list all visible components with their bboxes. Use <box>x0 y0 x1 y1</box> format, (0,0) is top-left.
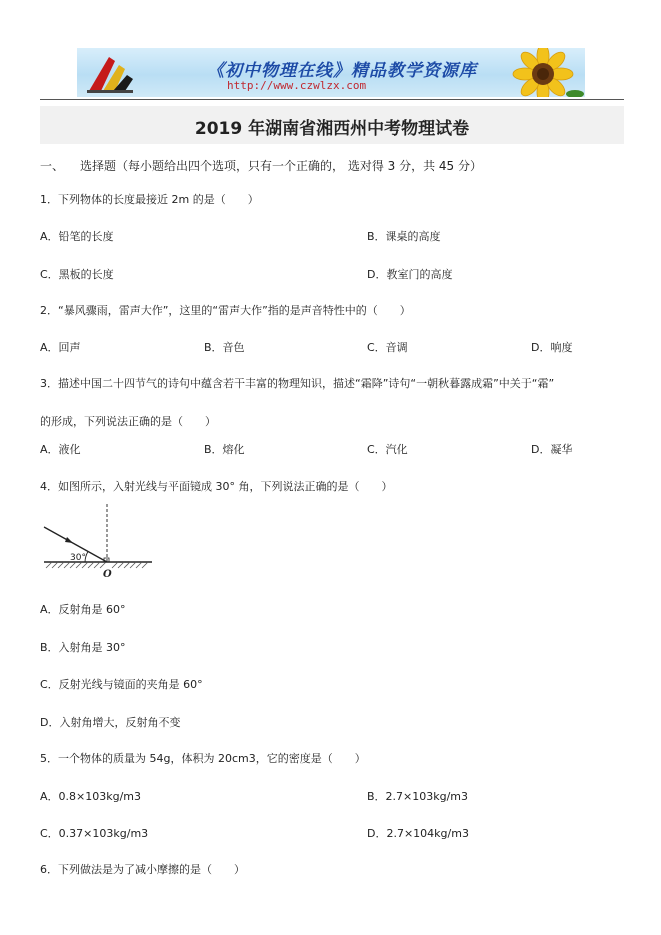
site-logo-icon <box>83 51 135 94</box>
q2-option-c[interactable]: C．音调 <box>367 341 408 354</box>
q3-option-a[interactable]: A．液化 <box>40 443 81 456</box>
section-number: 一、 <box>40 159 65 173</box>
q5-option-d[interactable]: D．2.7×104kg/m3 <box>367 827 469 840</box>
banner-url[interactable]: http://www.czwlzx.com <box>227 79 367 92</box>
mirror-hatching <box>46 562 148 568</box>
question-3-stem-line2: 的形成，下列说法正确的是（ ） <box>40 415 216 428</box>
section-heading: 选择题（每小题给出四个选项，只有一个正确的， 选对得 3 分，共 45 分） <box>80 159 482 173</box>
question-1-stem: 1．下列物体的长度最接近 2m 的是（ ） <box>40 193 259 206</box>
q1-option-b[interactable]: B．课桌的高度 <box>367 230 441 243</box>
sunflower-icon <box>501 48 585 97</box>
question-4-stem: 4．如图所示，入射光线与平面镜成 30° 角，下列说法正确的是（ ） <box>40 480 393 493</box>
point-o-label: O <box>103 569 112 580</box>
mirror-reflection-diagram <box>40 502 156 582</box>
q4-option-d[interactable]: D．入射角增大，反射角不变 <box>40 716 181 729</box>
q4-option-c[interactable]: C．反射光线与镜面的夹角是 60° <box>40 678 203 691</box>
q1-option-a[interactable]: A．铅笔的长度 <box>40 230 114 243</box>
q5-option-b[interactable]: B．2.7×103kg/m3 <box>367 790 469 803</box>
q1-option-c[interactable]: C．黑板的长度 <box>40 268 114 281</box>
q4-option-b[interactable]: B．入射角是 30° <box>40 641 126 654</box>
banner-title: 《初中物理在线》精品教学资源库 <box>207 61 477 81</box>
question-6-stem: 6．下列做法是为了减小摩擦的是（ ） <box>40 863 245 876</box>
question-3-stem-line1: 3．描述中国二十四节气的诗句中蕴含若干丰富的物理知识，描述“霜降”诗句“一朝秋暮露成霜”中关于“霜” <box>40 377 555 390</box>
header-divider <box>40 99 624 100</box>
q2-option-b[interactable]: B．音色 <box>204 341 245 354</box>
q5-option-a[interactable]: A．0.8×103kg/m3 <box>40 790 142 803</box>
angle-label: 30° <box>70 553 86 563</box>
q3-option-b[interactable]: B．熔化 <box>204 443 245 456</box>
q3-option-c[interactable]: C．汽化 <box>367 443 408 456</box>
q1-option-d[interactable]: D．教室门的高度 <box>367 268 453 281</box>
question-5-stem: 5．一个物体的质量为 54g，体积为 20cm3，它的密度是（ ） <box>40 752 366 765</box>
q4-option-a[interactable]: A．反射角是 60° <box>40 603 126 616</box>
header-banner <box>77 48 585 97</box>
page-title: 2019 年湖南省湘西州中考物理试卷 <box>194 119 470 139</box>
q3-option-d[interactable]: D．凝华 <box>531 443 573 456</box>
question-2-stem: 2．“暴风骤雨，雷声大作”，这里的“雷声大作”指的是声音特性中的（ ） <box>40 304 411 317</box>
q2-option-a[interactable]: A．回声 <box>40 341 81 354</box>
q5-option-c[interactable]: C．0.37×103kg/m3 <box>40 827 149 840</box>
incident-arrow-icon <box>65 537 73 543</box>
q2-option-d[interactable]: D．响度 <box>531 341 573 354</box>
